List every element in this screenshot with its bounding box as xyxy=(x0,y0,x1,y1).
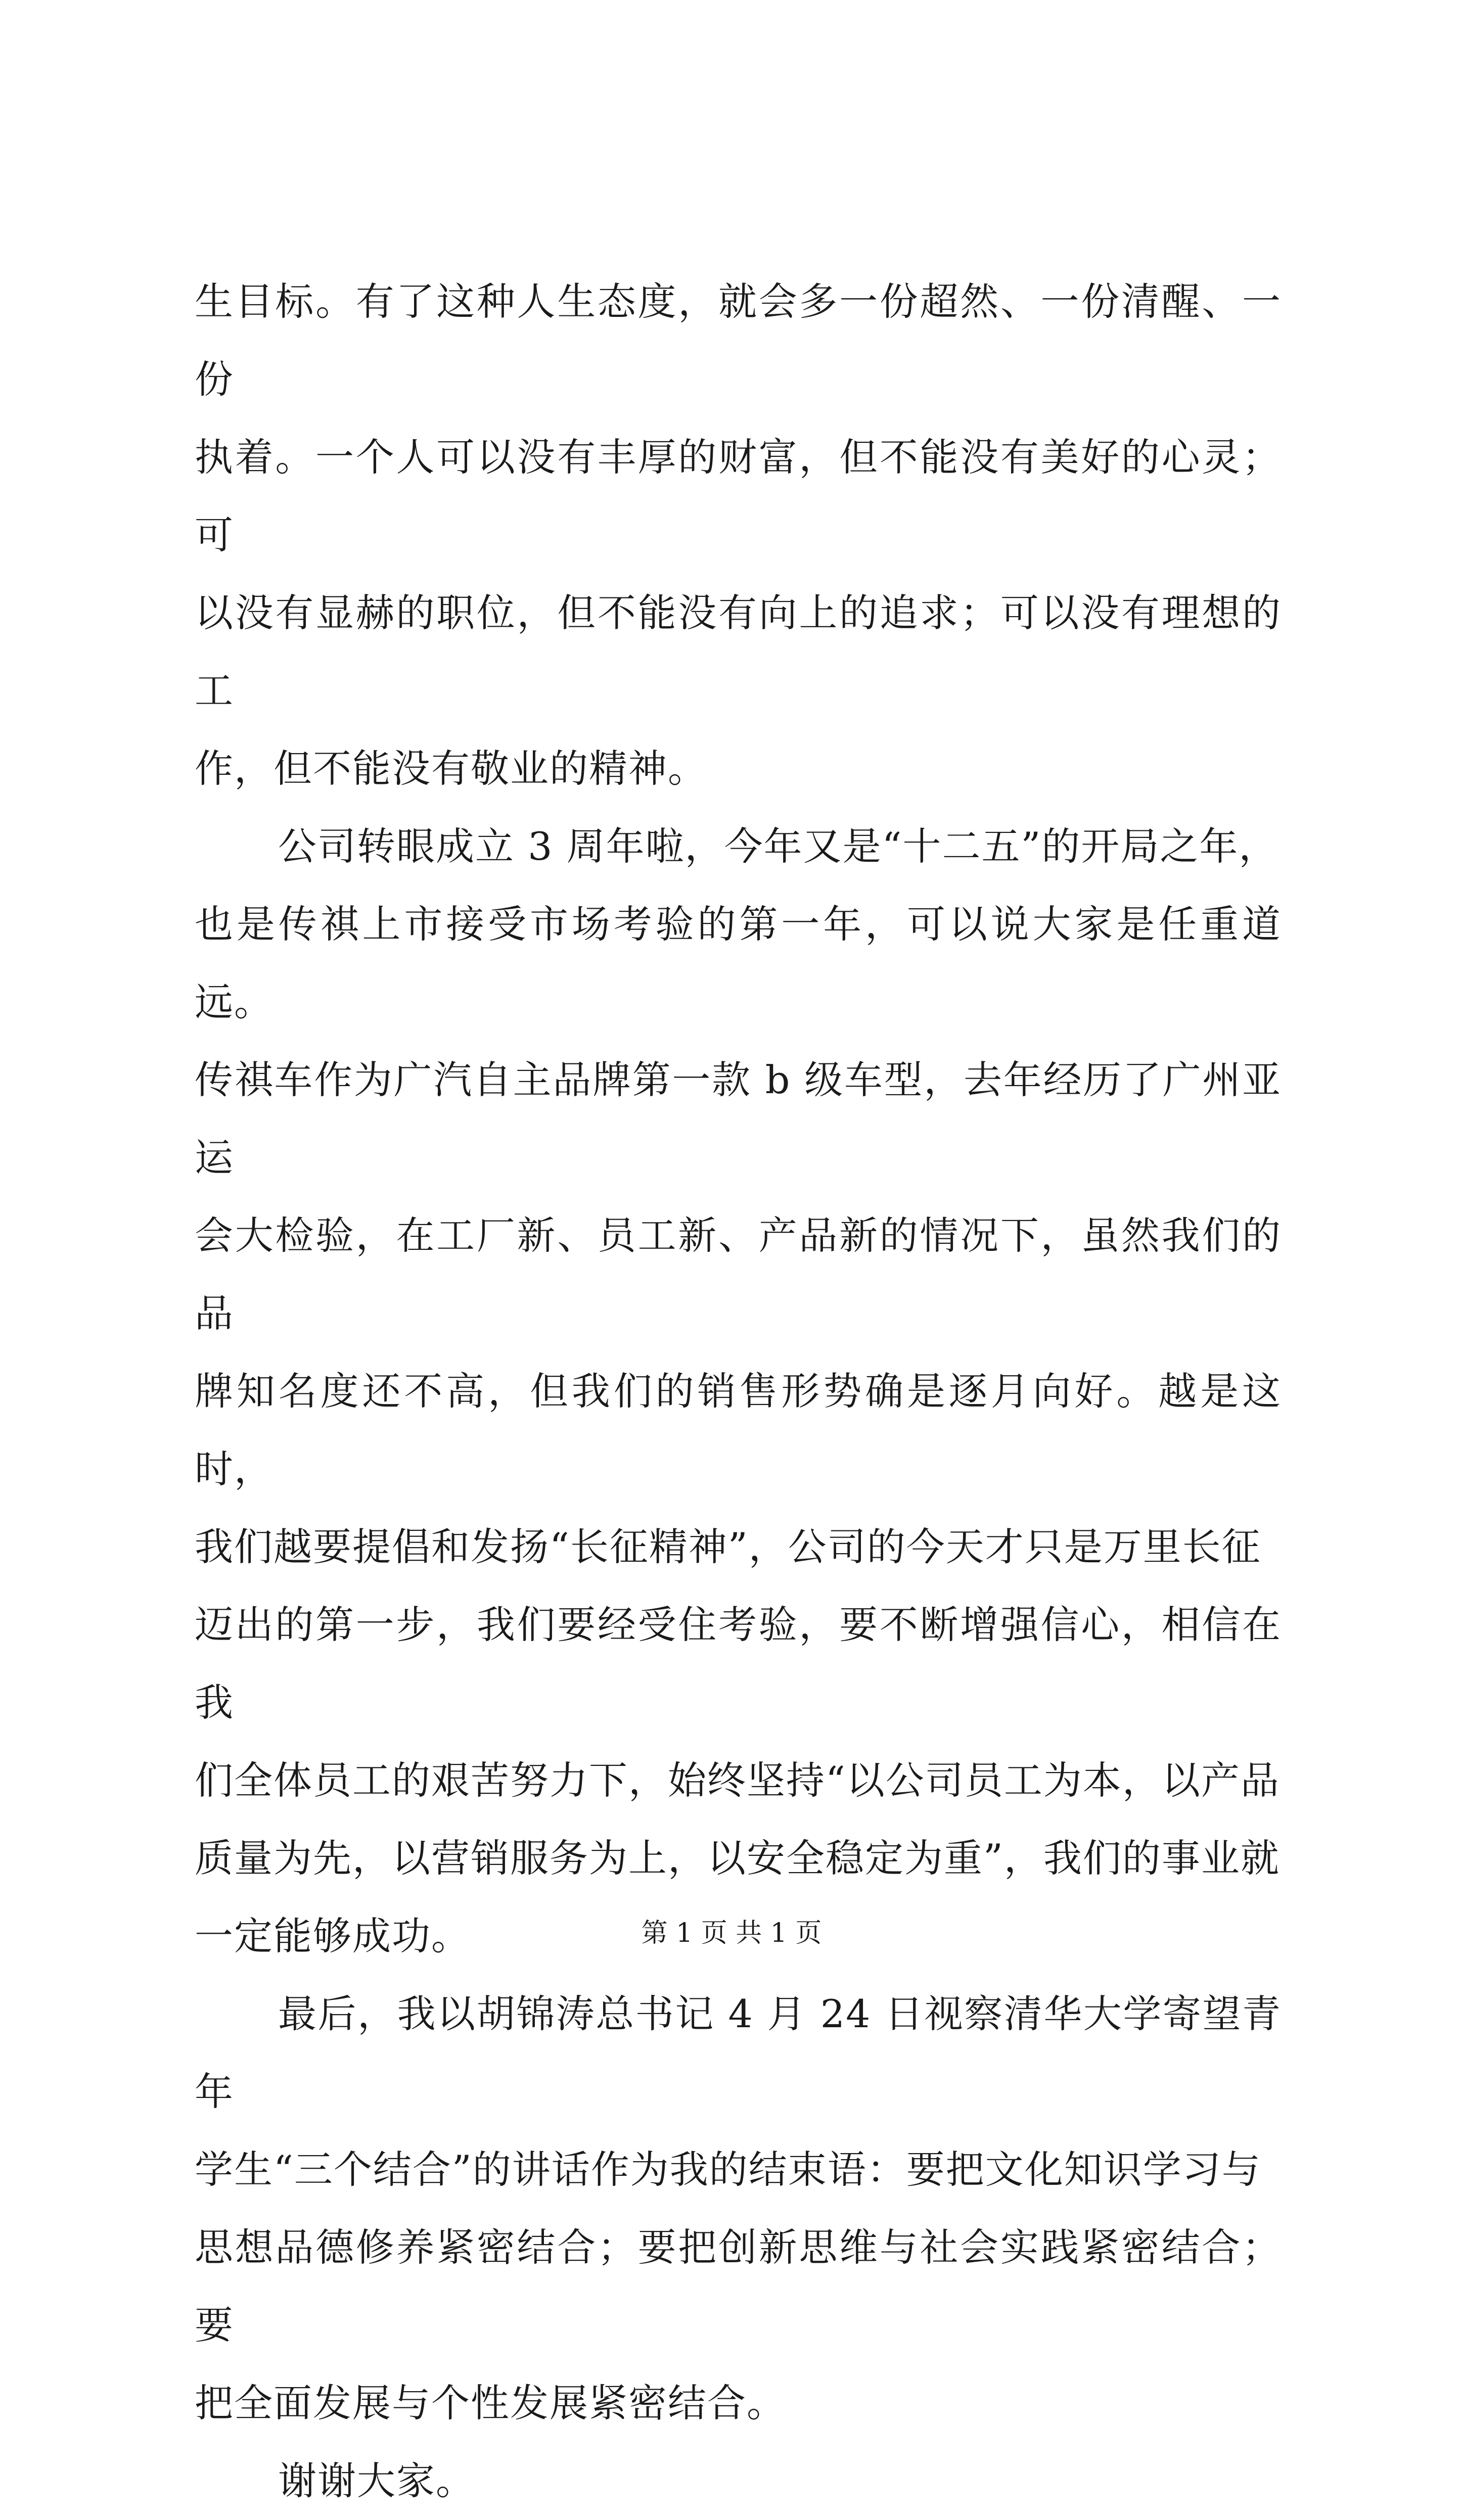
text-line: 也是传祺上市接受市场考验的第一年，可以说大家是任重道远。 xyxy=(195,902,1282,1024)
paragraph xyxy=(195,263,1282,808)
paragraph xyxy=(195,808,1282,1975)
text-line: 最后，我以胡锦涛总书记 4 月 24 日视察清华大学寄望青年 xyxy=(195,1991,1282,2114)
text-line: 传祺车作为广汽自主品牌第一款 b 级车型，去年经历了广州亚运 xyxy=(195,1057,1282,1180)
text-line: 会大检验，在工厂新、员工新、产品新的情况下，虽然我们的品 xyxy=(195,1213,1282,1336)
text-line: 我们越要提倡和发扬“长征精神”，公司的今天才只是万里长征 xyxy=(195,1524,1261,1569)
text-line: 以没有显赫的职位，但不能没有向上的追求；可以没有理想的工 xyxy=(195,590,1282,713)
text-line: 作，但不能没有敬业的精神。 xyxy=(195,746,707,791)
text-line: 迈出的第一步，我们要经受住考验，要不断增强信心，相信在我 xyxy=(195,1602,1282,1725)
text-line: 牌知名度还不高，但我们的销售形势确是逐月向好。越是这时， xyxy=(195,1369,1282,1491)
text-line: 执着。一个人可以没有丰厚的财富，但不能没有美好的心灵；可 xyxy=(195,435,1282,557)
text-line: 们全体员工的艰苦努力下，始终坚持“以公司员工为本，以产品 xyxy=(195,1758,1280,1803)
text-line: 谢谢大家。 xyxy=(278,2458,475,2503)
text-line: 学生“三个结合”的讲话作为我的结束语：要把文化知识学习与 xyxy=(195,2147,1261,2192)
text-line: 公司转眼成立 3 周年啦，今年又是“十二五”的开局之年， xyxy=(278,824,1278,869)
paragraph xyxy=(195,1975,1282,2442)
document-body xyxy=(195,263,1282,2520)
paragraph xyxy=(195,2442,1282,2520)
text-line: 思想品德修养紧密结合；要把创新思维与社会实践紧密结合；要 xyxy=(195,2225,1282,2348)
text-line: 生目标。有了这种人生态度，就会多一份超然、一份清醒、一份 xyxy=(195,279,1282,402)
text-line: 一定能够成功。 xyxy=(195,1914,471,1958)
page-number-label: 第 1 页 共 1 页 xyxy=(641,1918,822,1948)
text-line: 把全面发展与个性发展紧密结合。 xyxy=(195,2381,786,2425)
text-line: 质量为先，以营销服务为上，以安全稳定为重”，我们的事业就 xyxy=(195,1836,1280,1881)
page-footer xyxy=(0,1916,1463,1951)
